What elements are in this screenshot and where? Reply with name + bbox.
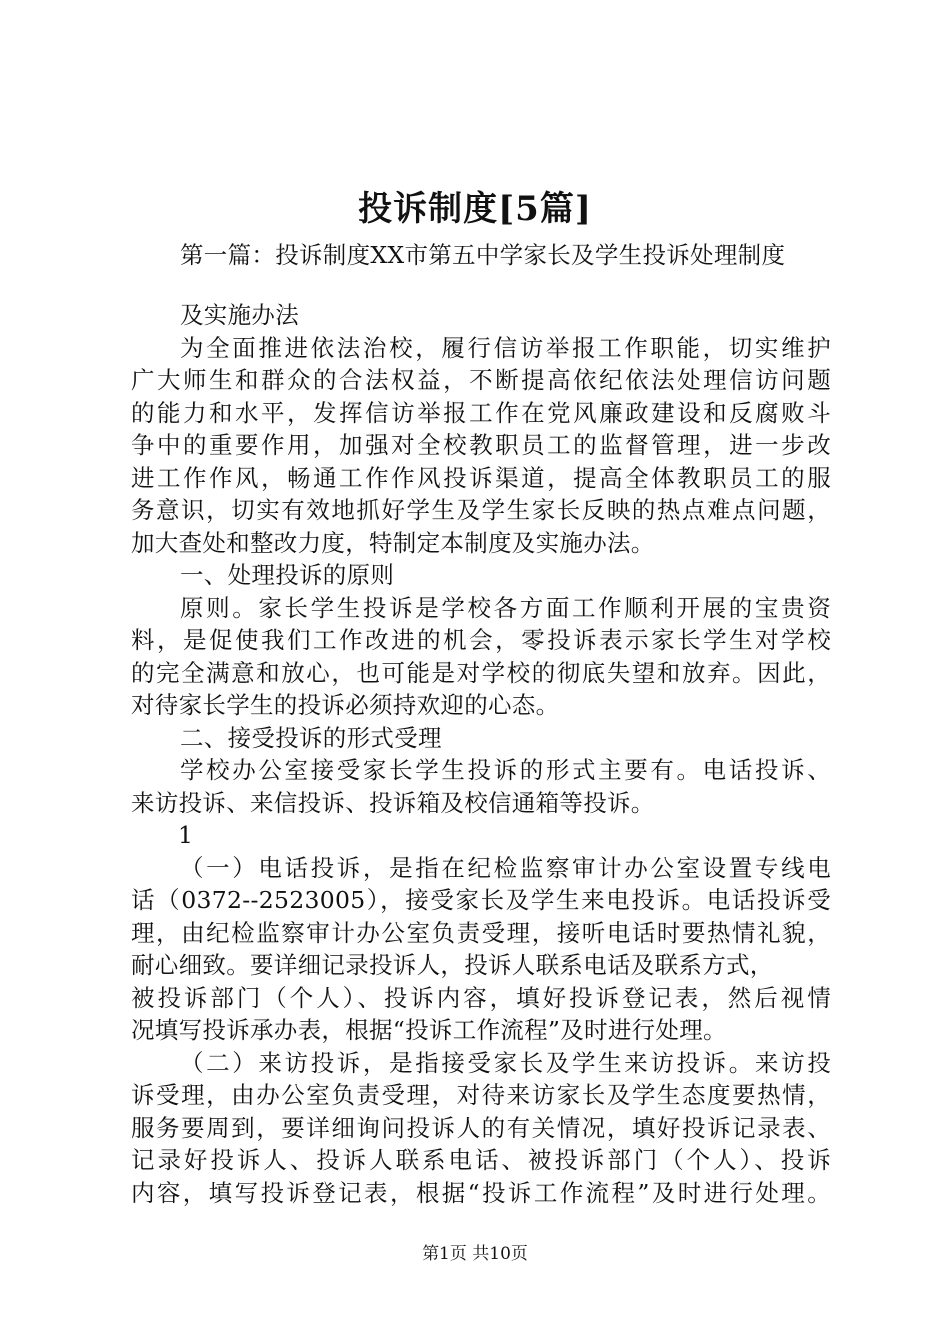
text-line: 争中的重要作用，加强对全校教职员工的监督管理，进一步改 [131,431,831,459]
text-line: 广大师生和群众的合法权益，不断提高依纪依法处理信访问题 [131,366,831,394]
section-heading: 二、接受投诉的形式受理 [180,724,442,752]
text-line: 况填写投诉承办表，根据“投诉工作流程”及时进行处理。 [131,1016,727,1044]
text-line: 加大查处和整改力度，特制定本制度及实施办法。 [131,529,655,557]
text-line: 及实施办法 [180,301,299,329]
text-line: 第一篇：投诉制度XX市第五中学家长及学生投诉处理制度 [180,241,786,269]
text-line: 记录好投诉人、投诉人联系电话、被投诉部门（个人）、投诉 [131,1146,831,1174]
text-line: 原则。家长学生投诉是学校各方面工作顺利开展的宝贵资 [180,594,831,622]
text-line: 内容，填写投诉登记表，根据“投诉工作流程”及时进行处理。 [131,1179,831,1207]
page-footer: 第1页 共10页 [422,1244,528,1264]
text-line: 服务要周到，要详细询问投诉人的有关情况，填好投诉记录表、 [131,1114,831,1142]
text-line: 理，由纪检监察审计办公室负责受理，接听电话时要热情礼貌， [131,919,831,947]
text-line: 务意识，切实有效地抓好学生及学生家长反映的热点难点问题， [131,496,831,524]
text-line: 的能力和水平，发挥信访举报工作在党风廉政建设和反腐败斗 [131,399,831,427]
text-line: 被投诉部门（个人）、投诉内容，填好投诉登记表，然后视情 [131,984,831,1012]
text-line: 诉受理，由办公室负责受理，对待来访家长及学生态度要热情， [131,1081,831,1109]
text-line: 学校办公室接受家长学生投诉的形式主要有。电话投诉、 [180,756,831,784]
text-line: 1 [178,821,194,849]
text-line: 耐心细致。要详细记录投诉人，投诉人联系电话及联系方式， [131,951,774,979]
text-line: 话（0372--2523005），接受家长及学生来电投诉。电话投诉受 [131,886,831,914]
document-title: 投诉制度[5篇] [358,189,592,229]
text-line: 对待家长学生的投诉必须持欢迎的心态。 [131,691,560,719]
text-line: 来访投诉、来信投诉、投诉箱及校信通箱等投诉。 [131,789,655,817]
text-line: 进工作作风，畅通工作作风投诉渠道，提高全体教职员工的服 [131,464,831,492]
section-heading: 一、处理投诉的原则 [180,561,395,589]
text-line: 的完全满意和放心，也可能是对学校的彻底失望和放弃。因此， [131,659,831,687]
text-line: （二）来访投诉，是指接受家长及学生来访投诉。来访投 [180,1049,831,1077]
text-line: 为全面推进依法治校，履行信访举报工作职能，切实维护 [180,334,831,362]
text-line: 料，是促使我们工作改进的机会，零投诉表示家长学生对学校 [131,626,831,654]
text-line: （一）电话投诉，是指在纪检监察审计办公室设置专线电 [180,854,831,882]
